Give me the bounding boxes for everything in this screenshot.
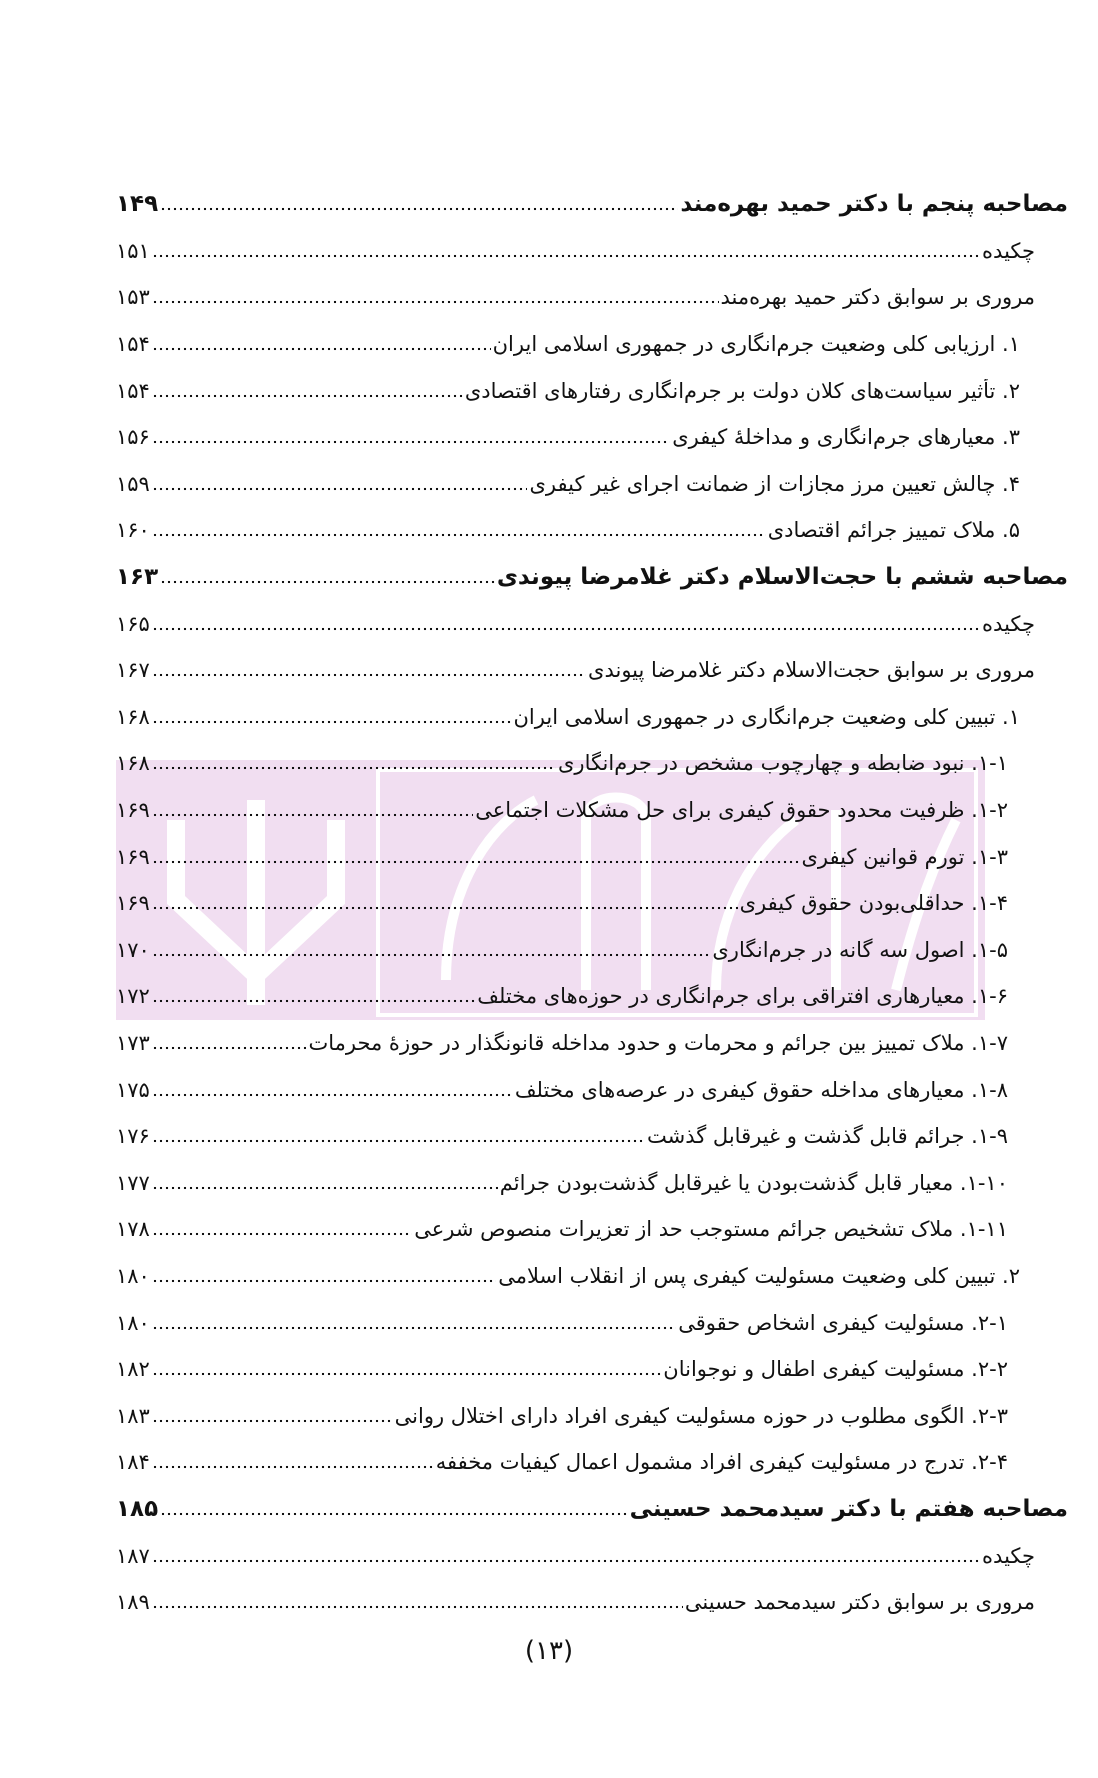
toc-entry[interactable] xyxy=(116,1113,1068,1160)
toc-entry-title: ۱-۱۱. ملاک تشخیص جرائم مستوجب حد از تعزیرات منصوص شرعی xyxy=(414,1217,1008,1242)
toc-entry-title: ۱-۱۰. معیار قابل گذشت‌بودن یا غیرقابل گذشت‌بودن جرائم xyxy=(499,1170,1008,1195)
dot-leader xyxy=(152,672,586,678)
dot-leader xyxy=(160,206,678,212)
dot-leader xyxy=(152,765,556,771)
toc-page-number: ۱۶۹ xyxy=(116,844,150,869)
dot-leader xyxy=(152,1558,980,1564)
toc-page-number: ۱۸۳ xyxy=(116,1403,150,1428)
toc-page-number: ۱۸۰ xyxy=(116,1310,150,1335)
dot-leader xyxy=(152,439,670,445)
table-of-contents xyxy=(116,181,1068,1625)
dot-leader xyxy=(152,346,491,352)
toc-page-number: ۱۷۷ xyxy=(116,1170,150,1195)
dot-leader xyxy=(152,253,980,259)
dot-leader xyxy=(152,1604,683,1610)
dot-leader xyxy=(152,486,528,492)
toc-page-number: ۱۵۴ xyxy=(116,378,150,403)
toc-page-number: ۱۸۴ xyxy=(116,1450,150,1475)
toc-entry-title: چکیده xyxy=(982,611,1035,636)
toc-page-number: ۱۵۳ xyxy=(116,285,150,310)
toc-entry[interactable] xyxy=(116,927,1068,974)
toc-entry-title: مصاحبه پنجم با دکتر حمید بهره‌مند xyxy=(680,191,1068,218)
toc-entry-title: مروری بر سوابق دکتر سیدمحمد حسینی xyxy=(684,1590,1035,1615)
toc-entry-title: ۳. معیارهای جرم‌انگاری و مداخلهٔ کیفری xyxy=(672,425,1020,450)
toc-page-number: ۱۷۶ xyxy=(116,1124,150,1149)
toc-entry-title: چکیده xyxy=(982,1543,1035,1568)
toc-entry[interactable] xyxy=(116,600,1068,647)
toc-entry-title: ۲-۱. مسئولیت کیفری اشخاص حقوقی xyxy=(678,1310,1008,1335)
toc-entry-title: ۵. ملاک تمییز جرائم اقتصادی xyxy=(767,518,1020,543)
toc-page-number: ۱۵۱ xyxy=(116,238,150,263)
toc-entry[interactable] xyxy=(116,507,1068,554)
toc-entry-title: مصاحبه هفتم با دکتر سیدمحمد حسینی xyxy=(629,1495,1068,1522)
dot-leader xyxy=(152,812,473,818)
toc-page-number: ۱۶۳ xyxy=(116,564,159,591)
toc-page-number: ۱۵۹ xyxy=(116,471,150,496)
toc-entry-title: ۱-۸. معیارهای مداخله حقوق کیفری در عرصه‌های مختلف xyxy=(514,1077,1008,1102)
toc-page-number: ۱۷۸ xyxy=(116,1217,150,1242)
toc-entry-title: ۲-۲. مسئولیت کیفری اطفال و نوجوانان xyxy=(663,1357,1008,1382)
toc-entry[interactable] xyxy=(116,694,1068,741)
toc-entry-title: ۱-۱. نبود ضابطه و چهارچوب مشخص در جرم‌انگاری xyxy=(557,751,1008,776)
dot-leader xyxy=(152,998,475,1004)
toc-entry-title: ۱-۹. جرائم قابل گذشت و غیرقابل گذشت xyxy=(647,1124,1008,1149)
toc-entry[interactable] xyxy=(116,1020,1068,1067)
toc-entry-title: ۱-۷. ملاک تمییز بین جرائم و محرمات و حدود مداخله قانونگذار در حوزهٔ محرمات xyxy=(308,1030,1008,1055)
toc-page-number: ۱۶۸ xyxy=(116,704,150,729)
toc-entry-title: ۲. تبیین کلی وضعیت مسئولیت کیفری پس از انقلاب اسلامی xyxy=(498,1263,1020,1288)
dot-leader xyxy=(152,1464,434,1470)
toc-page-number: ۱۸۵ xyxy=(116,1495,159,1522)
toc-entry[interactable] xyxy=(116,1299,1068,1346)
toc-page-number: ۱۶۸ xyxy=(116,751,150,776)
toc-entry[interactable] xyxy=(116,1159,1068,1206)
dot-leader xyxy=(152,1278,496,1284)
dot-leader xyxy=(152,532,766,538)
toc-page-number: ۱۸۰ xyxy=(116,1263,150,1288)
dot-leader xyxy=(152,1138,645,1144)
toc-entry-title: ۱. تبیین کلی وضعیت جرم‌انگاری در جمهوری اسلامی ایران xyxy=(513,704,1020,729)
toc-entry[interactable] xyxy=(116,1392,1068,1439)
dot-leader xyxy=(152,1418,393,1424)
toc-entry-title: ۱-۶. معیارهاری افتراقی برای جرم‌انگاری در حوزه‌های مختلف xyxy=(477,984,1008,1009)
dot-leader xyxy=(152,299,719,305)
toc-entry-title: چکیده xyxy=(982,238,1035,263)
toc-page-number: ۱۸۲ xyxy=(116,1357,150,1382)
dot-leader xyxy=(152,952,711,958)
toc-chapter-heading[interactable] xyxy=(116,1486,1068,1533)
toc-page-number: ۱۶۹ xyxy=(116,798,150,823)
dot-leader xyxy=(160,1511,627,1517)
toc-entry[interactable] xyxy=(116,1579,1068,1626)
dot-leader xyxy=(152,905,738,911)
toc-page-number: ۱۷۳ xyxy=(116,1030,150,1055)
toc-entry[interactable] xyxy=(116,461,1068,508)
toc-page-number: ۱۶۰ xyxy=(116,518,150,543)
toc-entry[interactable] xyxy=(116,1066,1068,1113)
toc-entry-title: مصاحبه ششم با حجت‌الاسلام دکتر غلامرضا پیوندی xyxy=(496,564,1068,591)
toc-page-number: ۱۷۰ xyxy=(116,937,150,962)
toc-entry-title: مروری بر سوابق دکتر حمید بهره‌مند xyxy=(720,285,1035,310)
toc-page-number: ۱۵۶ xyxy=(116,425,150,450)
toc-entry[interactable] xyxy=(116,1206,1068,1253)
dot-leader xyxy=(152,1231,412,1237)
toc-page-number: ۱۷۵ xyxy=(116,1077,150,1102)
dot-leader xyxy=(152,626,980,632)
toc-entry-title: ۱-۵. اصول سه گانه در جرم‌انگاری xyxy=(712,937,1008,962)
toc-page-number: ۱۶۹ xyxy=(116,891,150,916)
toc-entry[interactable] xyxy=(116,787,1068,834)
dot-leader xyxy=(152,1325,676,1331)
toc-entry[interactable] xyxy=(116,274,1068,321)
dot-leader xyxy=(152,1092,513,1098)
dot-leader xyxy=(152,1185,498,1191)
toc-entry[interactable] xyxy=(116,647,1068,694)
toc-chapter-heading[interactable] xyxy=(116,554,1068,601)
toc-entry[interactable] xyxy=(116,880,1068,927)
dot-leader xyxy=(152,1045,307,1051)
toc-entry-title: ۱. ارزیابی کلی وضعیت جرم‌انگاری در جمهوری اسلامی ایران xyxy=(492,332,1020,357)
toc-page-number: ۱۷۲ xyxy=(116,984,150,1009)
dot-leader xyxy=(152,1371,661,1377)
toc-entry[interactable] xyxy=(116,973,1068,1020)
toc-entry[interactable] xyxy=(116,1346,1068,1393)
toc-entry[interactable] xyxy=(116,321,1068,368)
toc-entry[interactable] xyxy=(116,1439,1068,1486)
page-number: (۱۳) xyxy=(524,1636,574,1666)
toc-entry-title: مروری بر سوابق حجت‌الاسلام دکتر غلامرضا پیوندی xyxy=(588,658,1035,683)
toc-entry[interactable] xyxy=(116,1532,1068,1579)
toc-chapter-heading[interactable] xyxy=(116,181,1068,228)
dot-leader xyxy=(152,719,512,725)
toc-entry[interactable] xyxy=(116,367,1068,414)
dot-leader xyxy=(152,859,800,865)
toc-page-number: ۱۴۹ xyxy=(116,191,159,218)
dot-leader xyxy=(160,579,495,585)
toc-page-number: ۱۶۵ xyxy=(116,611,150,636)
toc-entry-title: ۴. چالش تعیین مرز مجازات از ضمانت اجرای غیر کیفری xyxy=(529,471,1020,496)
toc-entry[interactable] xyxy=(116,414,1068,461)
toc-entry-title: ۲-۴. تدرج در مسئولیت کیفری افراد مشمول اعمال کیفیات مخففه xyxy=(435,1450,1008,1475)
toc-entry-title: ۲. تأثیر سیاست‌های کلان دولت بر جرم‌انگاری رفتارهای اقتصادی xyxy=(464,378,1020,403)
toc-entry[interactable] xyxy=(116,833,1068,880)
toc-entry[interactable] xyxy=(116,1253,1068,1300)
dot-leader xyxy=(152,393,463,399)
toc-entry[interactable] xyxy=(116,740,1068,787)
toc-entry-title: ۱-۳. تورم قوانین کیفری xyxy=(801,844,1008,869)
toc-page-number: ۱۵۴ xyxy=(116,332,150,357)
toc-entry[interactable] xyxy=(116,228,1068,275)
toc-page-number: ۱۸۷ xyxy=(116,1543,150,1568)
toc-entry-title: ۱-۴. حداقلی‌بودن حقوق کیفری xyxy=(739,891,1008,916)
toc-entry-title: ۲-۳. الگوی مطلوب در حوزه مسئولیت کیفری افراد دارای اختلال روانی xyxy=(394,1403,1008,1428)
toc-entry-title: ۱-۲. ظرفیت محدود حقوق کیفری برای حل مشکلات اجتماعی xyxy=(475,798,1008,823)
toc-page-number: ۱۸۹ xyxy=(116,1590,150,1615)
toc-page-number: ۱۶۷ xyxy=(116,658,150,683)
